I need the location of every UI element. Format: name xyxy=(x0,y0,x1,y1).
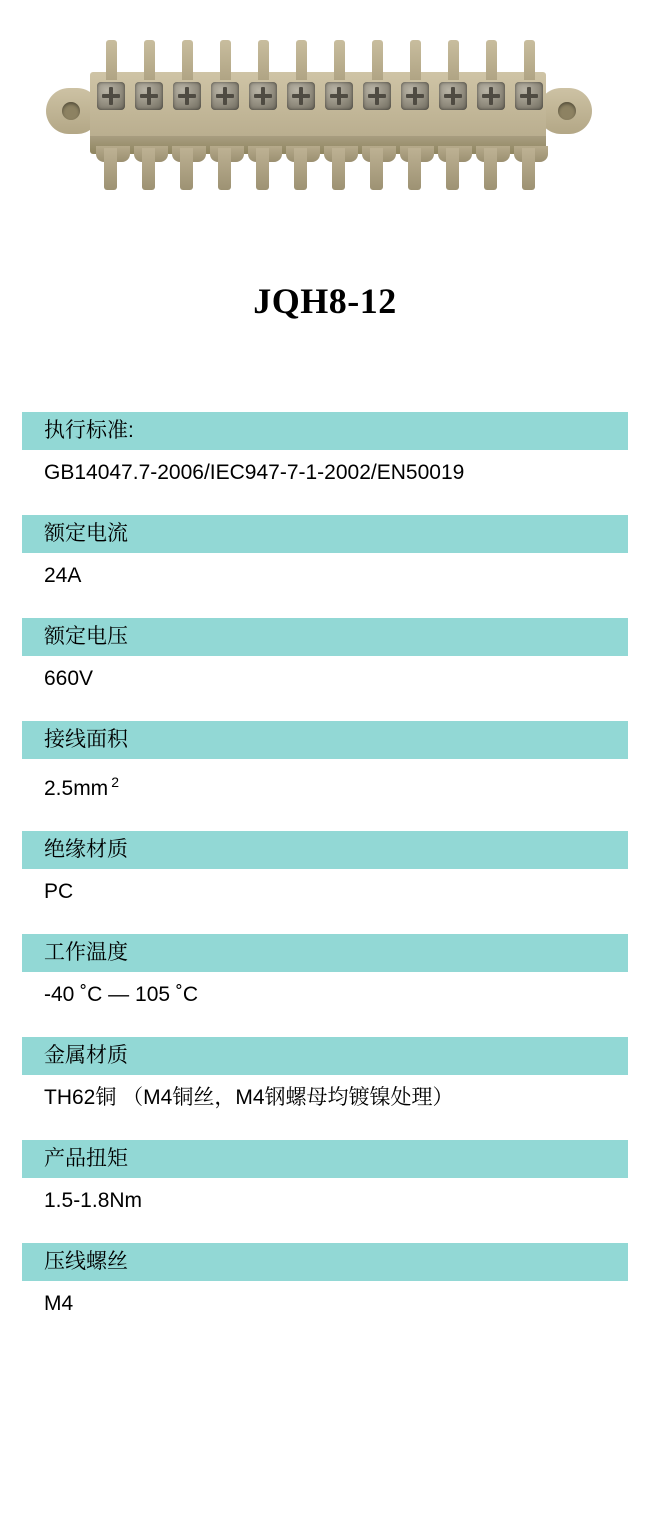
terminal-screw xyxy=(287,82,315,110)
mounting-hole-left xyxy=(62,102,80,120)
spec-label: 产品扭矩 xyxy=(22,1140,628,1178)
spec-item xyxy=(22,934,628,1009)
terminal-fin xyxy=(144,40,155,80)
spec-value xyxy=(22,1178,628,1215)
spec-value xyxy=(22,759,628,803)
terminal-fin xyxy=(258,40,269,80)
spec-value-text: 2.5mm xyxy=(44,777,109,800)
spec-item xyxy=(22,515,628,590)
terminal-screw xyxy=(135,82,163,110)
mounting-hole-right xyxy=(558,102,576,120)
spec-value xyxy=(22,553,628,590)
terminal-pin xyxy=(104,148,117,190)
terminal-pin xyxy=(142,148,155,190)
spec-item xyxy=(22,721,628,803)
spec-value xyxy=(22,1281,628,1318)
spec-label: 额定电流 xyxy=(22,515,628,553)
spec-item xyxy=(22,412,628,487)
spec-value-text: M4 xyxy=(44,1292,74,1315)
terminal-pin xyxy=(218,148,231,190)
terminal-fin xyxy=(182,40,193,80)
terminal-block-illustration xyxy=(42,30,594,185)
spec-label: 绝缘材质 xyxy=(22,831,628,869)
terminal-fin xyxy=(220,40,231,80)
terminal-pin xyxy=(408,148,421,190)
terminal-pin xyxy=(484,148,497,190)
mounting-ear-right xyxy=(538,88,592,134)
terminal-pin xyxy=(294,148,307,190)
spec-value-text: TH62铜 （M4铜丝，M4钢螺母均镀镍处理） xyxy=(44,1086,454,1109)
spec-item xyxy=(22,1140,628,1215)
spec-value-text: 660V xyxy=(44,667,94,690)
spec-value xyxy=(22,450,628,487)
spec-label: 工作温度 xyxy=(22,934,628,972)
terminal-fin xyxy=(372,40,383,80)
terminal-screw xyxy=(173,82,201,110)
terminal-screw xyxy=(249,82,277,110)
spec-value xyxy=(22,869,628,906)
terminal-screw xyxy=(325,82,353,110)
spec-value-text: GB14047.7-2006/IEC947-7-1-2002/EN50019 xyxy=(44,461,465,484)
terminal-fin xyxy=(296,40,307,80)
terminal-screw xyxy=(97,82,125,110)
terminal-pin xyxy=(180,148,193,190)
spec-label: 压线螺丝 xyxy=(22,1243,628,1281)
terminal-fin xyxy=(106,40,117,80)
spec-value xyxy=(22,656,628,693)
terminal-pin xyxy=(256,148,269,190)
terminal-screw xyxy=(515,82,543,110)
spec-item xyxy=(22,1037,628,1112)
terminal-screw xyxy=(477,82,505,110)
spec-value-superscript: 2 xyxy=(111,774,119,790)
spec-label: 接线面积 xyxy=(22,721,628,759)
terminal-fin xyxy=(334,40,345,80)
spec-label: 金属材质 xyxy=(22,1037,628,1075)
spec-value-text: PC xyxy=(44,880,74,903)
terminal-screw xyxy=(439,82,467,110)
spec-value-text: -40 ˚C — 105 ˚C xyxy=(44,983,199,1006)
terminal-screw xyxy=(211,82,239,110)
terminal-pin xyxy=(332,148,345,190)
spec-value-text: 24A xyxy=(44,564,82,587)
terminal-pin xyxy=(370,148,383,190)
product-image xyxy=(0,0,650,230)
terminal-fin xyxy=(524,40,535,80)
terminal-screw xyxy=(401,82,429,110)
spec-label: 执行标准: xyxy=(22,412,628,450)
spec-value xyxy=(22,972,628,1009)
terminal-fin xyxy=(410,40,421,80)
spec-value-text: 1.5-1.8Nm xyxy=(44,1189,143,1212)
spec-label: 额定电压 xyxy=(22,618,628,656)
spec-item xyxy=(22,1243,628,1318)
terminal-pin xyxy=(522,148,535,190)
spec-list xyxy=(0,412,650,1318)
terminal-screw xyxy=(363,82,391,110)
terminal-fin xyxy=(448,40,459,80)
spec-value xyxy=(22,1075,628,1112)
spec-item xyxy=(22,618,628,693)
page-title: JQH8-12 xyxy=(253,281,397,321)
terminal-fin xyxy=(486,40,497,80)
terminal-pin xyxy=(446,148,459,190)
spec-item xyxy=(22,831,628,906)
